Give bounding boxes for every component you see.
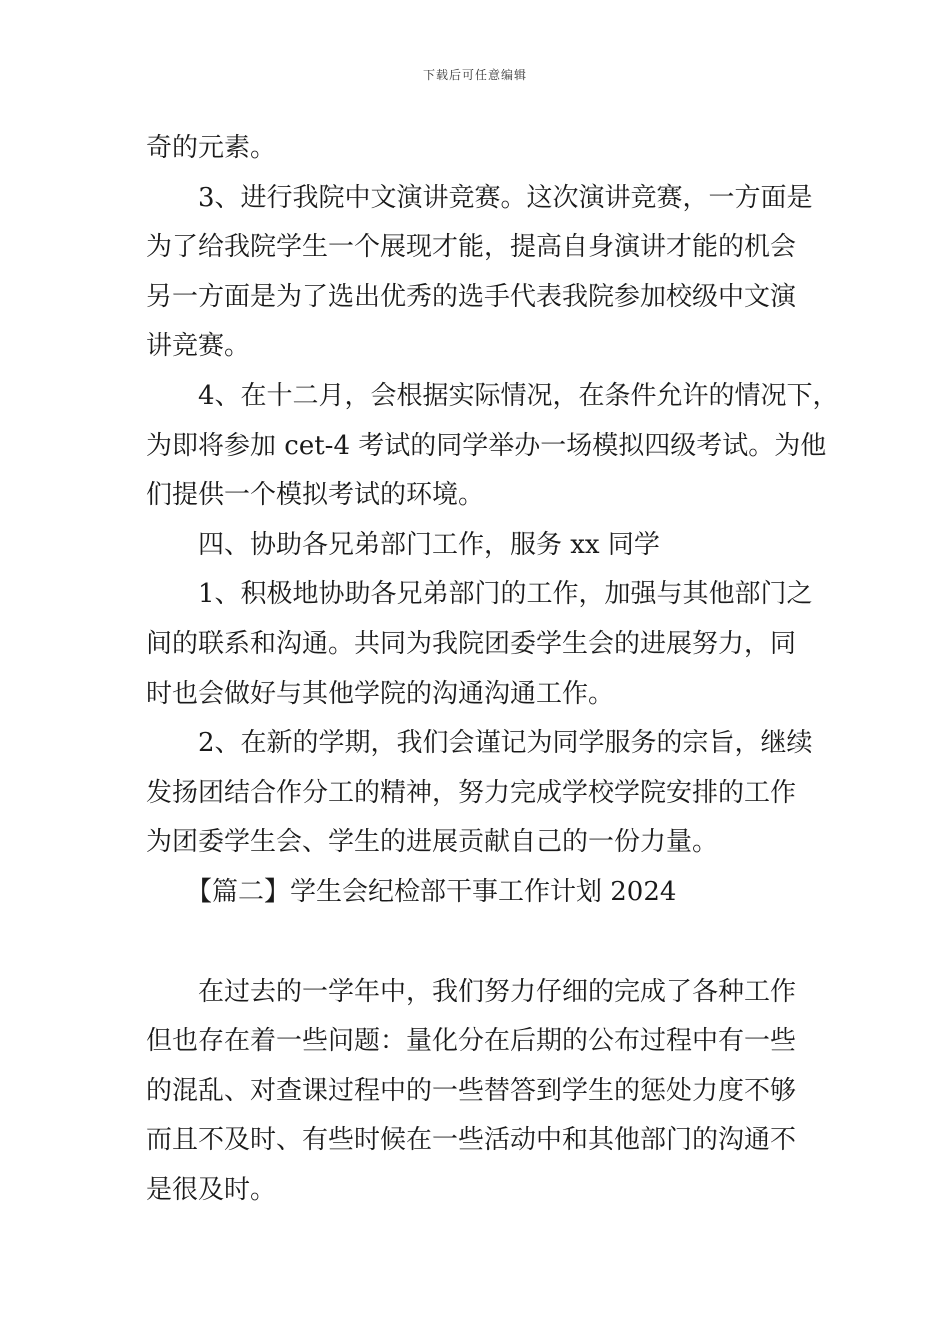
document-body: [146, 128, 839, 1219]
text-line: 为了给我院学生一个展现才能，提高自身演讲才能的机会: [146, 232, 797, 263]
text-line: 为即将参加 cet-4 考试的同学举办一场模拟四级考试。为他: [146, 430, 827, 461]
text-line: 讲竞赛。: [146, 331, 251, 362]
text-line: 间的联系和沟通。共同为我院团委学生会的进展努力，同: [146, 628, 797, 659]
text-line: 的混乱、对查课过程中的一些替答到学生的惩处力度不够: [146, 1075, 797, 1106]
text-line: 时也会做好与其他学院的沟通沟通工作。: [146, 678, 615, 709]
text-line: 另一方面是为了选出优秀的选手代表我院参加校级中文演: [146, 281, 797, 312]
text-line: 在过去的一学年中，我们努力仔细的完成了各种工作: [198, 976, 797, 1007]
text-line: 3、进行我院中文演讲竞赛。这次演讲竞赛，一方面是: [198, 182, 813, 213]
text-line: 1、积极地协助各兄弟部门的工作，加强与其他部门之: [198, 579, 813, 610]
text-line: 而且不及时、有些时候在一些活动中和其他部门的沟通不: [146, 1125, 797, 1156]
text-line: 但也存在着一些问题：量化分在后期的公布过程中有一些: [146, 1026, 797, 1057]
text-line: 发扬团结合作分工的精神，努力完成学校学院安排的工作: [146, 777, 797, 808]
text-line: 奇的元素。: [146, 133, 277, 163]
text-line: 2、在新的学期，我们会谨记为同学服务的宗旨，继续: [198, 728, 813, 759]
section-subheading: 四、协助各兄弟部门工作，服务 xx 同学: [198, 529, 660, 560]
text-line: 4、在十二月，会根据实际情况，在条件允许的情况下，: [198, 380, 839, 411]
page-header: 下载后可任意编辑: [422, 68, 527, 82]
section-heading: 【篇二】学生会纪检部干事工作计划 2024: [186, 876, 677, 907]
text-line: 们提供一个模拟考试的环境。: [146, 480, 485, 511]
spacer: [146, 922, 811, 972]
text-line: 为团委学生会、学生的进展贡献自己的一份力量。: [146, 827, 719, 858]
text-line: 是很及时。: [146, 1174, 277, 1205]
